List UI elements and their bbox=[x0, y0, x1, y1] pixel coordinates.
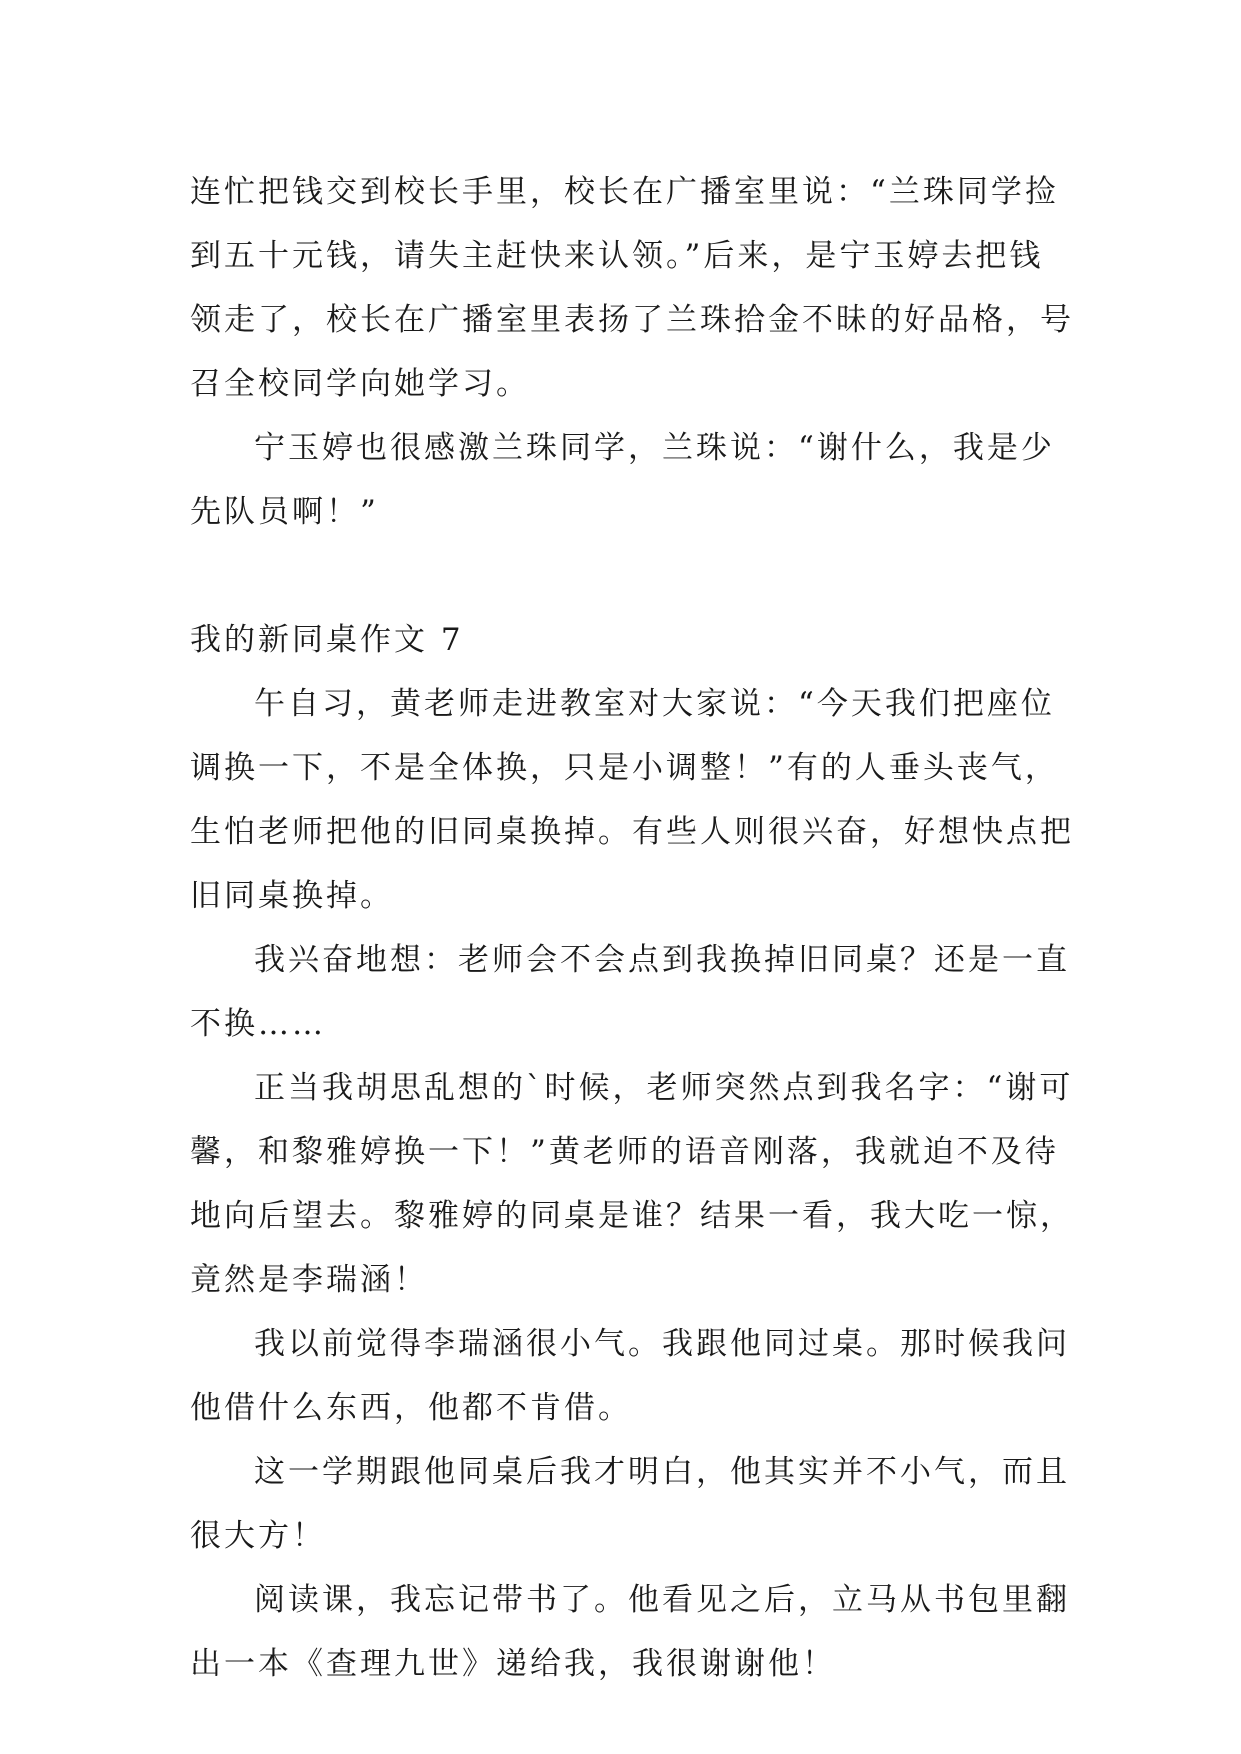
paragraph-called-name bbox=[190, 1056, 1074, 1312]
text-line: 召全校同学向她学习。 bbox=[190, 366, 530, 402]
text-line: 我兴奋地想：老师会不会点到我换掉旧同桌？还是一直 bbox=[254, 942, 1070, 978]
text-line: 很大方！ bbox=[190, 1518, 326, 1554]
document-body bbox=[190, 160, 1074, 1696]
paragraph-thanks bbox=[190, 416, 1070, 544]
paragraph-before bbox=[190, 1312, 1070, 1440]
text-line: 生怕老师把他的旧同桌换掉。有些人则很兴奋，好想快点把 bbox=[190, 814, 1074, 850]
text-line: 先队员啊！” bbox=[190, 494, 379, 530]
text-line: 宁玉婷也很感激兰珠同学，兰珠说：“谢什么，我是少 bbox=[254, 430, 1055, 466]
paragraph-seat-change bbox=[190, 672, 1074, 928]
text-line: 不换…… bbox=[190, 1006, 326, 1042]
text-line: 这一学期跟他同桌后我才明白，他其实并不小气，而且 bbox=[254, 1454, 1070, 1490]
paragraph-broadcast bbox=[190, 160, 1074, 416]
paragraph-reading-class bbox=[190, 1568, 1070, 1696]
text-line: 到五十元钱，请失主赶快来认领。”后来，是宁玉婷去把钱 bbox=[190, 238, 1044, 274]
text-line: 调换一下，不是全体换，只是小调整！”有的人垂头丧气， bbox=[190, 750, 1059, 786]
text-line: 馨，和黎雅婷换一下！”黄老师的语音刚落，我就迫不及待 bbox=[190, 1134, 1059, 1170]
text-line: 我以前觉得李瑞涵很小气。我跟他同过桌。那时候我问 bbox=[254, 1326, 1070, 1362]
text-line: 正当我胡思乱想的`时候，老师突然点到我名字：“谢可 bbox=[254, 1070, 1074, 1106]
text-line: 出一本《查理九世》递给我，我很谢谢他！ bbox=[190, 1646, 836, 1682]
text-line: 地向后望去。黎雅婷的同桌是谁？结果一看，我大吃一惊， bbox=[190, 1198, 1074, 1234]
text-line: 午自习，黄老师走进教室对大家说：“今天我们把座位 bbox=[254, 686, 1055, 722]
text-line: 领走了，校长在广播室里表扬了兰珠拾金不昧的好品格，号 bbox=[190, 302, 1074, 338]
paragraph-generous bbox=[190, 1440, 1070, 1568]
text-line: 阅读课，我忘记带书了。他看见之后，立马从书包里翻 bbox=[254, 1582, 1070, 1618]
paragraph-excited bbox=[190, 928, 1070, 1056]
text-line: 竟然是李瑞涵！ bbox=[190, 1262, 428, 1298]
essay-title-text: 我的新同桌作文 7 bbox=[190, 622, 464, 658]
text-line: 连忙把钱交到校长手里，校长在广播室里说：“兰珠同学捡 bbox=[190, 174, 1059, 210]
text-line: 他借什么东西，他都不肯借。 bbox=[190, 1390, 632, 1426]
text-line: 旧同桌换掉。 bbox=[190, 878, 394, 914]
essay-title bbox=[190, 608, 1070, 672]
